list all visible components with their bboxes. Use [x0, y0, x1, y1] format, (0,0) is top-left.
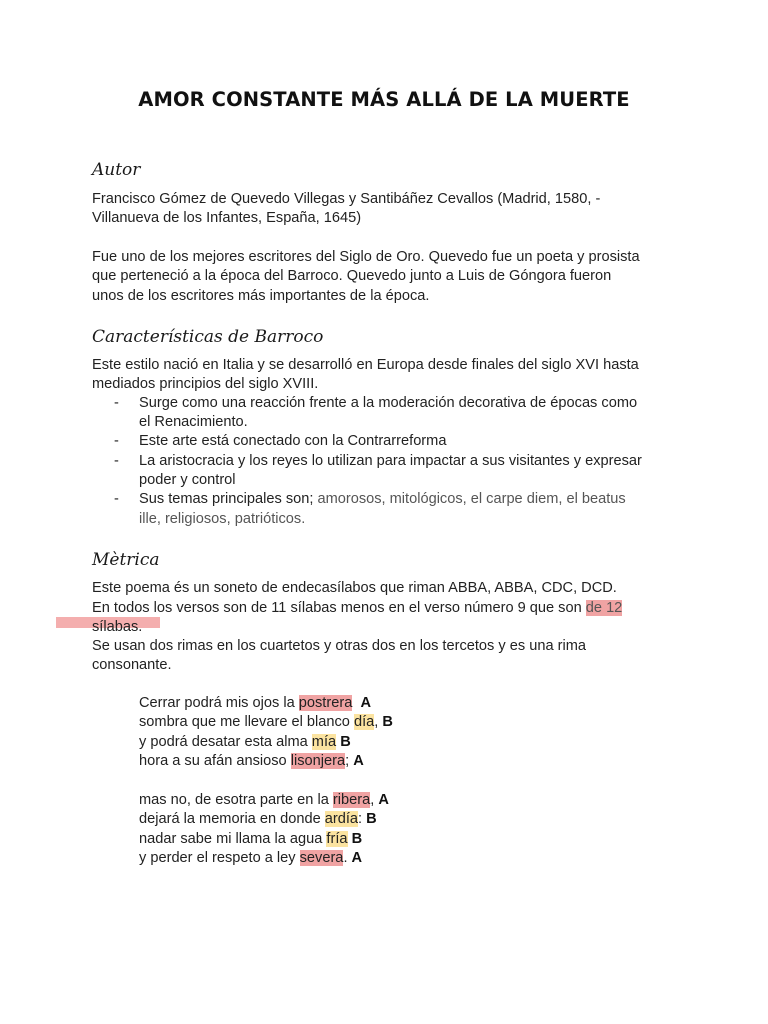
highlighted-text: de 12 [585, 600, 623, 616]
bullet-item: Este arte está conectado con la Contrarreforma [139, 433, 447, 449]
rhyme-letter: A [378, 792, 389, 808]
autor-paragraph-line: que perteneció a la época del Barroco. Quevedo junto a Luis de Góngora fueron [92, 268, 612, 284]
section-heading-metrica: Mètrica [92, 550, 160, 570]
verse-text: y podrá desatar esta alma [139, 733, 312, 750]
rhyme-word: día [353, 714, 375, 731]
verse-text: dejará la memoria en donde [139, 811, 325, 828]
verse-punctuation: , [374, 714, 383, 731]
bullet-dash: - [114, 453, 119, 469]
verse-text: mas no, de esotra parte en la [139, 792, 333, 808]
bullet-item: ille, religiosos, patrióticos. [139, 511, 306, 527]
bullet-item: el Renacimiento. [139, 414, 248, 430]
rhyme-word: mía [311, 733, 337, 750]
autor-bio-line: Francisco Gómez de Quevedo Villegas y Santibáñez Cevallos (Madrid, 1580, - [92, 191, 601, 207]
verse-punctuation: : [358, 811, 367, 828]
rhyme-letter: B [382, 714, 393, 731]
verse-text: y perder el respeto a ley [139, 849, 300, 866]
bullet-dash: - [114, 433, 119, 449]
metrica-line: Se usan dos rimas en los cuartetos y otras dos en los tercetos y es una rima [92, 638, 586, 654]
poem-verse [139, 791, 389, 810]
verse-text: hora a su afán ansioso [139, 752, 291, 769]
metrica-line: sílabas. [92, 619, 143, 635]
page-title: AMOR CONSTANTE MÁS ALLÁ DE LA MUERTE [138, 88, 630, 111]
section-heading-autor: Autor [92, 160, 141, 180]
autor-paragraph-line: Fue uno de los mejores escritores del Siglo de Oro. Quevedo fue un poeta y prosista [92, 249, 640, 265]
poem-verse [139, 752, 364, 771]
rhyme-letter: B [351, 830, 363, 847]
bullet-item: poder y control [139, 472, 236, 488]
poem-verse [139, 849, 362, 868]
rhyme-word: lisonjera [290, 752, 346, 769]
verse-punctuation: , [370, 792, 379, 808]
poem-verse [139, 694, 371, 713]
rhyme-word: severa [299, 849, 344, 866]
barroco-intro-line: Este estilo nació en Italia y se desarrolló en Europa desde finales del siglo XVI hasta [92, 357, 639, 373]
rhyme-letter: B [366, 811, 377, 828]
poem-verse [139, 733, 351, 752]
metrica-line: consonante. [92, 657, 172, 673]
verse-text: nadar sabe mi llama la agua [139, 830, 327, 847]
verse-punctuation: . [343, 849, 352, 866]
bullet-item: La aristocracia y los reyes lo utilizan para impactar a sus visitantes y expresar [139, 453, 642, 469]
section-heading-barroco: Características de Barroco [92, 327, 324, 347]
autor-bio-line: Villanueva de los Infantes, España, 1645) [92, 210, 362, 226]
barroco-intro-line: mediados principios del siglo XVIII. [92, 376, 319, 392]
poem-verse [139, 713, 393, 732]
rhyme-letter: A [351, 849, 363, 866]
metrica-line [92, 599, 622, 618]
autor-paragraph-line: unos de los escritores más importantes de la época. [92, 288, 430, 304]
verse-text: sombra que me llevare el blanco [139, 714, 354, 731]
bullet-item: Surge como una reacción frente a la moderación decorativa de épocas como [139, 395, 638, 411]
verse-text: Cerrar podrá mis ojos la [139, 695, 299, 711]
rhyme-letter: A [360, 695, 371, 711]
verse-punctuation: ; [345, 752, 354, 769]
poem-verse [139, 810, 377, 829]
rhyme-word: ribera [332, 792, 371, 808]
bullet-item [139, 490, 626, 509]
bullet-text: Sus temas principales son; [139, 491, 314, 507]
rhyme-letter: B [340, 733, 351, 750]
rhyme-word: ardía [324, 811, 359, 828]
poem-verse [139, 830, 362, 849]
metrica-text: En todos los versos son de 11 sílabas menos en el verso número 9 que son [92, 600, 582, 616]
rhyme-word: postrera [298, 695, 353, 711]
rhyme-word: fría [326, 830, 348, 847]
rhyme-letter: A [353, 752, 364, 769]
bullet-dash: - [114, 395, 119, 411]
metrica-line: Este poema és un soneto de endecasílabos que riman ABBA, ABBA, CDC, DCD. [92, 580, 617, 596]
bullet-dash: - [114, 491, 119, 507]
bullet-text-grey: amorosos, mitológicos, el carpe diem, el beatus [313, 491, 626, 507]
